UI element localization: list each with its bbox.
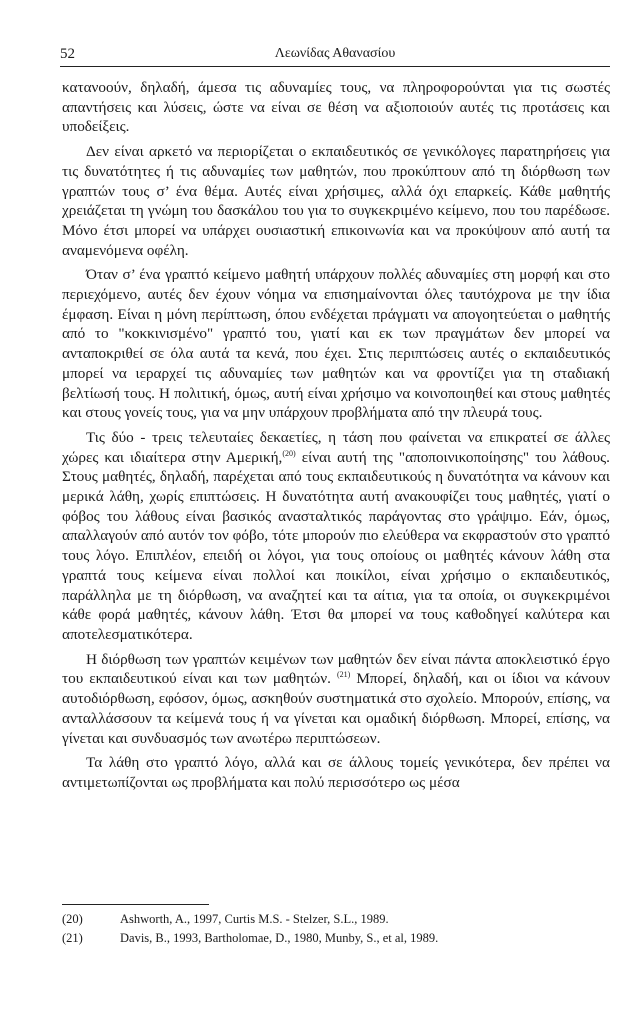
footnotes: [62, 910, 610, 948]
body-text: [62, 78, 610, 798]
paragraph: Δεν είναι αρκετό να περιορίζεται ο εκπαιδευτικός σε γενικόλογες παρατηρήσεις για τις δυνατότητες ή τις αδυναμίες των μαθητών, που προκύπτουν από τη διόρθωση των γραπτών τους σ’ ένα θέμα. Αυτές είναι χρήσιμες, αλλά όχι επαρκείς. Κάθε μαθητής χρειάζεται τη γνώμη του δασκάλου του για το συγκεκριμένο κείμενο, που του παρέδωσε. Μόνο έτσι μπορεί να υπάρχει ουσιαστική επικοινωνία και να προκύψουν από αυτή τα αναμενόμενα οφέλη.: [62, 143, 610, 259]
paragraph-text: Τις δύο - τρεις τελευταίες δεκαετίες, η τάση που φαίνεται να επικρατεί σε άλλες χώρες και ιδιαίτερα στην Αμερική,: [62, 428, 610, 466]
page-header: [60, 44, 610, 68]
page-number: 52: [60, 46, 75, 62]
paragraph: Όταν σ’ ένα γραπτό κείμενο μαθητή υπάρχουν πολλές αδυναμίες στη μορφή και στο περιεχόμενο, αυτές δεν έχουν νόημα να επισημαίνονται όλες ταυτόχρονα με την ίδια έμφαση. Είναι η μόνη περίπτωση, όπου ενδέχεται πράγματι να απογοητεύεται ο μαθητής από το "κοκκινισμένο" γραπτό του, γιατί και εκ των πραγμάτων δεν μπορεί να ανταποκριθεί σε όλα αυτά τα κενά, που έχει. Στις περιπτώσεις αυτές ο εκπαιδευτικός μπορεί να ιεραρχεί τις αδυναμίες των μαθητών και να φροντίζει για τη σταδιακή βελτίωσή τους. Η πολιτική, όμως, αυτή είναι χρήσιμο να κοινοποιηθεί και στους μαθητές και στους γονείς τους, για να μην υπάρχουν προβλήματα από την πλευρά τους.: [62, 266, 610, 422]
footnote: [62, 910, 610, 929]
footnote-number: (21): [62, 931, 83, 945]
paragraph: [62, 428, 610, 645]
footnote-text: Ashworth, A., 1997, Curtis M.S. - Stelzer, S.L., 1989.: [120, 912, 389, 926]
header-rule: [60, 66, 610, 67]
footnote-text: Davis, B., 1993, Bartholomae, D., 1980, Munby, S., et al, 1989.: [120, 931, 439, 945]
paragraph-text: είναι αυτή της "αποποινικοποίησης" του λάθους. Στους μαθητές, δηλαδή, παρέχεται από τους εκπαιδευτικούς η δυνατότητα να κάνουν και μερικά λάθη, χωρίς επιπτώσεις. Η δυνατότητα αυτή ανακουφίζει τους μαθητές, γιατί ο φόβος του λάθους είναι βασικός ανασταλτικός παράγοντας στο γράψιμο. Εάν, όμως, απαλλαγούν από αυτόν τον φόβο, τότε μπορούν πιο ελεύθερα να εκφραστούν στο γραπτό τους λόγο. Επιπλέον, επειδή οι λόγοι, για τους οποίους οι μαθητές κάνουν λάθη στα γραπτά τους κείμενα είναι πολλοί και ποικίλοι, είναι χρήσιμο ο εκπαιδευτικός, παράλληλα με τη διόρθωση, να αναζητεί και τα αίτια, για τα οποία, οι συγκεκριμένοι κάθε φορά μαθητές, κάνουν λάθη. Έτσι θα μπορεί να τους καθοδηγεί καλύτερα και αποτελεσματικότερα.: [62, 448, 610, 643]
footnote-rule: [62, 904, 209, 905]
footnote-ref: (21): [336, 670, 351, 680]
paragraph: κατανοούν, δηλαδή, άμεσα τις αδυναμίες τους, να πληροφορούνται για τις σωστές απαντήσεις και λύσεις, ώστε να είναι σε θέση να αξιοποιούν αυτές τις προτάσεις και υποδείξεις.: [62, 79, 610, 136]
paragraph-text: Μπορεί, δηλαδή, και οι ίδιοι να κάνουν αυτοδιόρθωση, εφόσον, όμως, ασκηθούν συστηματικά στο σχολείο. Μπορούν, επίσης, να ανταλλάσσουν τα κείμενά τους ή να γίνεται και ομαδική διόρθωση. Μπορεί, επίσης, να γίνεται και συνδυασμός των ανωτέρω περιπτώσεων.: [62, 670, 611, 747]
running-head: Λεωνίδας Αθανασίου: [274, 46, 396, 61]
footnote-ref: (20): [282, 448, 296, 458]
paragraph: [62, 650, 610, 749]
footnote-number: (20): [62, 912, 83, 926]
paragraph: Τα λάθη στο γραπτό λόγο, αλλά και σε άλλους τομείς γενικότερα, δεν πρέπει να αντιμετωπίζονται ως προβλήματα και πολύ περισσότερο ως μέσα: [62, 754, 610, 791]
paragraph-text: Η διόρθωση των γραπτών κειμένων των μαθητών δεν είναι πάντα αποκλειστικό έργο του εκπαιδευτικού είναι και των μαθητών.: [62, 650, 610, 688]
footnote: [62, 929, 610, 948]
